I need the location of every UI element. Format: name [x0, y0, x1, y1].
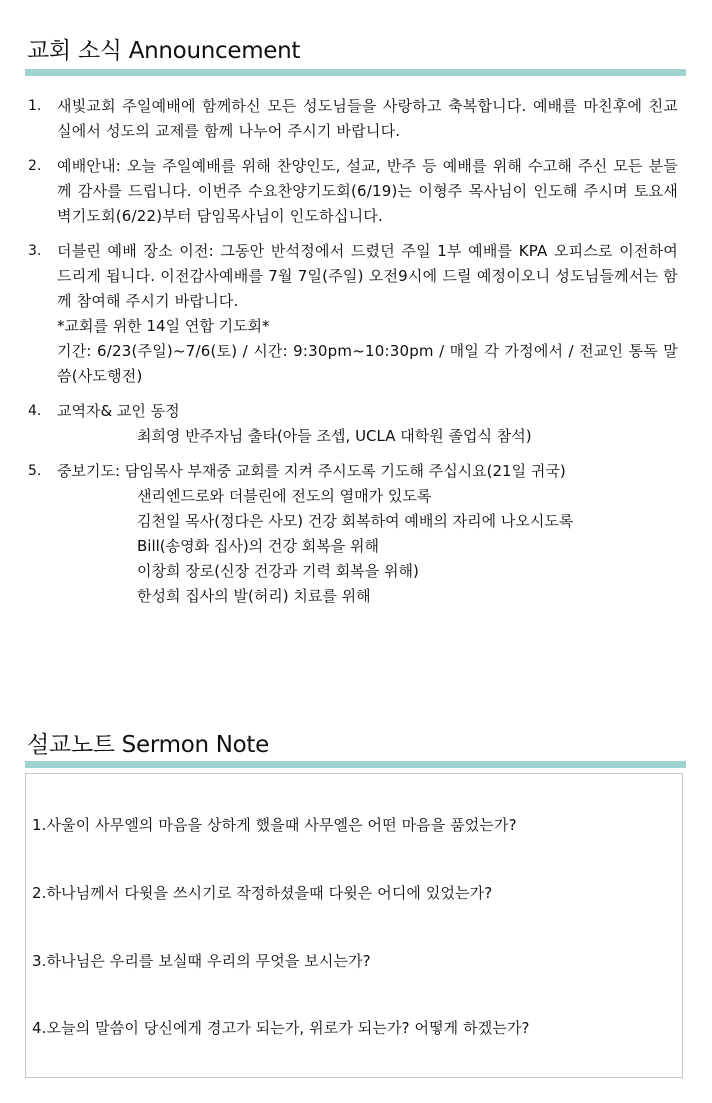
announcement-divider — [25, 69, 686, 76]
item-number: 1. — [28, 98, 42, 114]
prayer-request: 이창희 장로(신장 건강과 기력 회복을 위해) — [137, 562, 419, 580]
prayer-meeting-heading: *교회를 위한 14일 연합 기도회* — [57, 317, 270, 335]
announcement-item-2 — [28, 154, 678, 229]
sermon-question-3: 3.하나님은 우리를 보실때 우리의 무엇을 보시는가? — [32, 952, 371, 970]
prayer-request: 김천일 목사(정다은 사모) 건강 회복하여 예배의 자리에 나오시도록 — [137, 512, 574, 530]
prayer-request: 한성희 집사의 발(허리) 치료를 위해 — [137, 587, 371, 605]
item-number: 3. — [28, 243, 42, 259]
item-number: 4. — [28, 403, 42, 419]
item-text: 새빛교회 주일예배에 함께하신 모든 성도님들을 사랑하고 축복합니다. 예배를 마친후에 친교실에서 성도의 교제를 함께 나누어 주시기 바랍니다. — [57, 97, 678, 140]
announcement-item-4 — [28, 399, 678, 449]
sermon-question-4: 4.오늘의 말씀이 당신에게 경고가 되는가, 위로가 되는가? 어떻게 하겠는가? — [32, 1019, 530, 1037]
item-text: 교역자& 교인 동정 — [57, 402, 180, 420]
sermon-note-divider — [25, 761, 686, 768]
item-number: 2. — [28, 158, 42, 174]
sermon-note-box — [25, 773, 683, 1078]
announcement-list — [28, 94, 678, 619]
announcement-item-5 — [28, 459, 678, 609]
announcement-item-1 — [28, 94, 678, 144]
sermon-question-2: 2.하나님께서 다윗을 쓰시기로 작정하셨을때 다윗은 어디에 있었는가? — [32, 884, 493, 902]
announcement-title: 교회 소식 Announcement — [27, 38, 301, 64]
item-text: 더블린 예배 장소 이전: 그동안 반석정에서 드렸던 주일 1부 예배를 KPA 오피스로 이전하여 드리게 됩니다. 이전감사예배를 7월 7일(주일) 오전9시에 드릴 예정이오니 성도님들께서는 함께 참여해 주시기 바랍니다. — [57, 242, 678, 310]
prayer-meeting-details: 기간: 6/23(주일)~7/6(토) / 시간: 9:30pm~10:30pm / 매일 각 가정에서 / 전교인 통독 말씀(사도행전) — [57, 342, 678, 385]
prayer-request: 샌리엔드로와 더블린에 전도의 열매가 있도록 — [137, 487, 432, 505]
member-news-line: 최희영 반주자님 출타(아들 조셉, UCLA 대학원 졸업식 참석) — [137, 427, 532, 445]
item-text: 예배안내: 오늘 주일예배를 위해 찬양인도, 설교, 반주 등 예배를 위해 수고해 주신 모든 분들께 감사를 드립니다. 이번주 수요찬양기도회(6/19)는 이형주 목사님이 인도해 주시며 토요새벽기도회(6/22)부터 담임목사님이 인도하십니다. — [57, 157, 678, 225]
sermon-note-title: 설교노트 Sermon Note — [27, 732, 269, 758]
item-number: 5. — [28, 463, 42, 479]
announcement-item-3 — [28, 239, 678, 389]
prayer-request: Bill(송영화 집사)의 건강 회복을 위해 — [137, 537, 379, 555]
sermon-question-1: 1.사울이 사무엘의 마음을 상하게 했을때 사무엘은 어떤 마음을 품었는가? — [32, 816, 517, 834]
item-text: 중보기도: 담임목사 부재중 교회를 지켜 주시도록 기도해 주십시요(21일 귀국) — [57, 462, 566, 480]
